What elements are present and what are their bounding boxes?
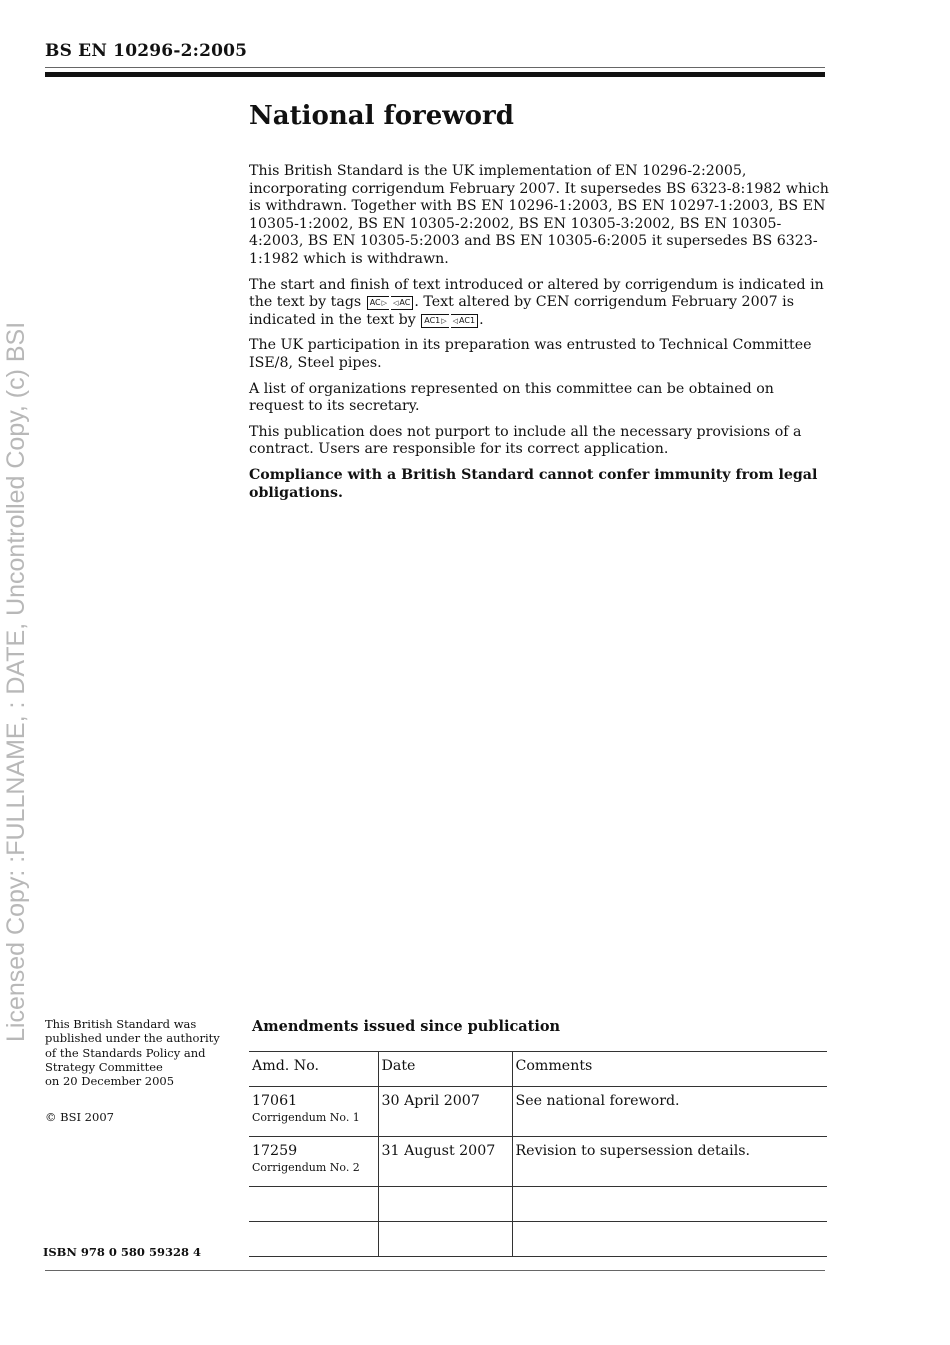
amd-number: 17061 [252, 1093, 298, 1109]
ac-start-tag-icon: AC ▷ [367, 296, 389, 310]
empty-cell [512, 1187, 827, 1222]
table-row [249, 1137, 827, 1187]
paragraph-corrigendum-tags [249, 277, 829, 330]
corrigendum-label: Corrigendum No. 1 [252, 1111, 360, 1124]
paragraph-supersession: This British Standard is the UK implementation of EN 10296-2:2005, incorporating corrigendum February 2007. It supersedes BS 6323-8:1982 which is withdrawn. Together with BS EN 10296-1:2003, BS EN 10297-1:2003, BS EN 10305-1:2002, BS EN 10305-2:2002, BS EN 10305-3:2002, BS EN 10305-4:2003, BS EN 10305-5:2003 and BS EN 10305-6:2005 it supersedes BS 6323-1:1982 which is withdrawn. [249, 163, 829, 267]
ac1-start-tag-icon: AC1 ▷ [421, 314, 448, 328]
empty-cell [378, 1187, 512, 1222]
corrigendum-label: Corrigendum No. 2 [252, 1161, 360, 1174]
column-header-comments: Comments [512, 1052, 827, 1087]
copyright-notice: © BSI 2007 [45, 1110, 114, 1124]
empty-cell [249, 1222, 378, 1257]
paragraph-text: . Text altered by CEN corrigendum February 2007 is indicated in the text by [249, 294, 794, 328]
empty-cell [249, 1187, 378, 1222]
paragraph-committee: The UK participation in its preparation was entrusted to Technical Committee ISE/8, Steel pipes. [249, 337, 812, 371]
isbn: ISBN 978 0 580 59328 4 [43, 1245, 201, 1259]
table-row-empty [249, 1187, 827, 1222]
amd-no-cell [249, 1137, 378, 1187]
license-watermark: Licensed Copy: :FULLNAME, : DATE, Uncontrolled Copy, (c) BSI [2, 321, 30, 1042]
foreword-body [249, 163, 829, 510]
footer-rule [45, 1270, 825, 1271]
column-header-date: Date [378, 1052, 512, 1087]
header-rule-thick [45, 72, 825, 77]
comments-cell: Revision to supersession details. [512, 1137, 827, 1187]
authority-line: of the Standards Policy and [45, 1045, 206, 1060]
paragraph-text: . [479, 311, 484, 328]
amendments-table [249, 1051, 827, 1257]
amd-number: 17259 [252, 1143, 298, 1159]
paragraph-text: The start and finish of text introduced or altered by corrigendum is indicated in the text by tags [249, 276, 824, 311]
authority-line: This British Standard was [45, 1017, 197, 1031]
publication-authority [45, 1017, 235, 1088]
page-title: National foreword [249, 101, 514, 131]
empty-cell [512, 1222, 827, 1257]
paragraph-provisions: This publication does not purport to include all the necessary provisions of a contract. Users are responsible for its correct application. [249, 423, 802, 458]
amd-no-cell [249, 1087, 378, 1137]
header-rule-thin [45, 67, 825, 68]
authority-line: Strategy Committee [45, 1059, 163, 1074]
authority-line: on 20 December 2005 [45, 1074, 175, 1089]
ac-end-tag-icon: ◁ AC [391, 296, 413, 310]
table-row-empty [249, 1222, 827, 1257]
ac1-end-tag-icon: ◁ AC1 [451, 314, 478, 328]
date-cell: 31 August 2007 [378, 1137, 512, 1187]
empty-cell [378, 1222, 512, 1257]
document-code: BS EN 10296-2:2005 [45, 41, 248, 61]
amendments-title: Amendments issued since publication [252, 1018, 561, 1035]
date-cell: 30 April 2007 [378, 1087, 512, 1137]
column-header-amd-no: Amd. No. [249, 1052, 378, 1087]
authority-line: published under the authority [45, 1031, 220, 1046]
comments-cell: See national foreword. [512, 1087, 827, 1137]
paragraph-compliance: Compliance with a British Standard cannot confer immunity from legal obligations. [249, 466, 818, 501]
table-header-row [249, 1052, 827, 1087]
paragraph-organizations: A list of organizations represented on this committee can be obtained on request to its secretary. [249, 380, 774, 415]
table-row [249, 1087, 827, 1137]
